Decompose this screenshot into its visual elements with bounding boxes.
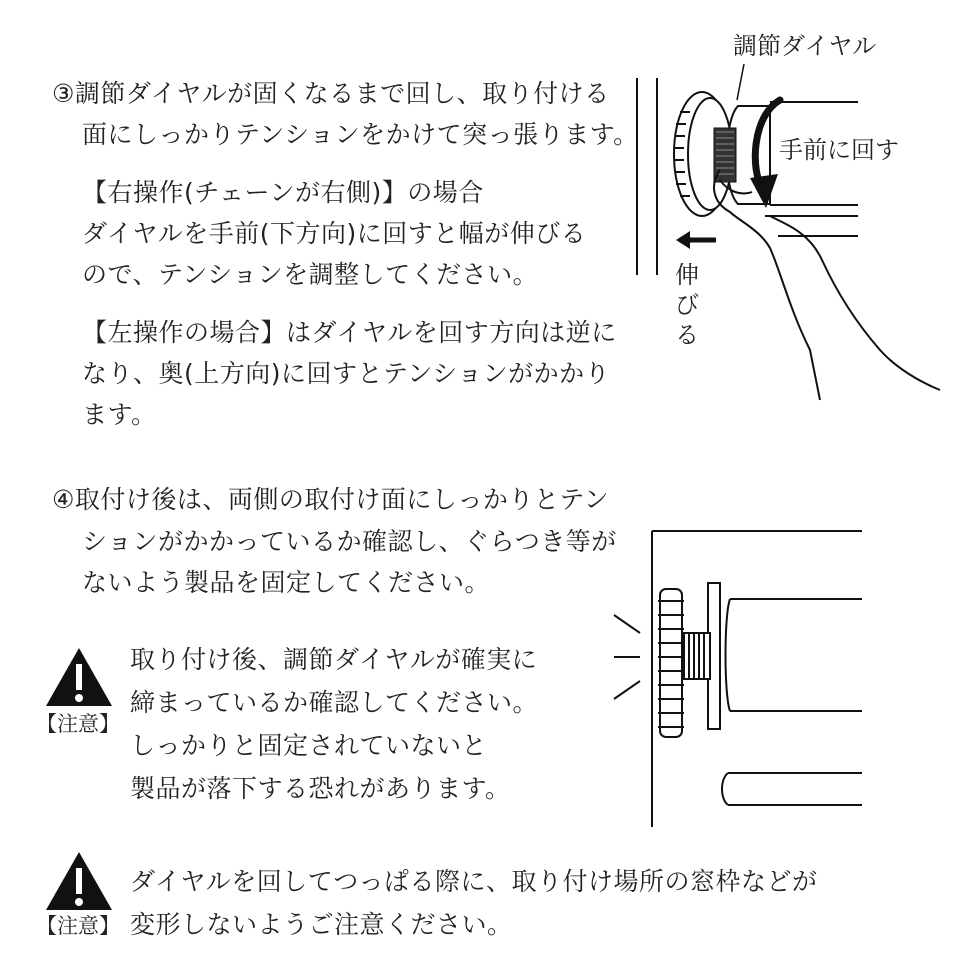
dial-gear	[674, 92, 736, 216]
caution-line: 変形しないようご注意ください。	[130, 910, 513, 939]
step3-line: ③調節ダイヤルが固くなるまで回し、取り付ける	[52, 79, 610, 108]
caution-line: ダイヤルを回してつっぱる際に、取り付け場所の窓枠などが	[130, 867, 818, 896]
fixed-dial-gear	[658, 589, 684, 737]
fixed-dial-illustration	[610, 525, 870, 835]
caution-line: 締まっているか確認してください。	[130, 688, 539, 717]
step3-line: ダイヤルを手前(下方向)に回すと幅が伸びる	[82, 219, 587, 248]
warning-triangle-icon	[44, 850, 114, 914]
step3-line: 【左操作の場合】はダイヤルを回す方向は逆に	[82, 318, 617, 347]
caution-line: 取り付け後、調節ダイヤルが確実に	[130, 645, 538, 674]
extend-label	[672, 260, 702, 350]
caution-line: しっかりと固定されていないと	[130, 731, 488, 760]
warning-triangle-icon	[44, 646, 114, 710]
extend-label-char: る	[675, 321, 699, 349]
caution-line: 製品が落下する恐れがあります。	[130, 774, 511, 803]
rotate-label: 手前に回す	[779, 136, 899, 164]
step3-line: なり、奥(上方向)に回すとテンションがかかり	[82, 359, 611, 388]
dial-label: 調節ダイヤル	[733, 32, 877, 60]
extend-label-char: 伸	[675, 261, 699, 289]
step4-line: ションがかかっているか確認し、ぐらつき等が	[82, 527, 617, 556]
step3-line: ます。	[82, 400, 157, 429]
extend-label-char: び	[675, 291, 699, 319]
step4-line: ④取付け後は、両側の取付け面にしっかりとテン	[52, 485, 610, 514]
step3-line: 面にしっかりテンションをかけて突っ張ります。	[82, 120, 639, 149]
dial-illustration	[620, 20, 940, 410]
fixed-dial-diagram	[610, 525, 870, 835]
step4-line: ないよう製品を固定してください。	[82, 568, 491, 597]
caution-tag: 【注意】	[36, 712, 120, 736]
left-arrow-icon	[676, 231, 716, 249]
step3-line: 【右操作(チェーンが右側)】の場合	[82, 178, 484, 207]
dial-diagram	[620, 20, 940, 410]
step3-line: ので、テンションを調整してください。	[82, 260, 539, 289]
caution-tag: 【注意】	[36, 914, 120, 938]
